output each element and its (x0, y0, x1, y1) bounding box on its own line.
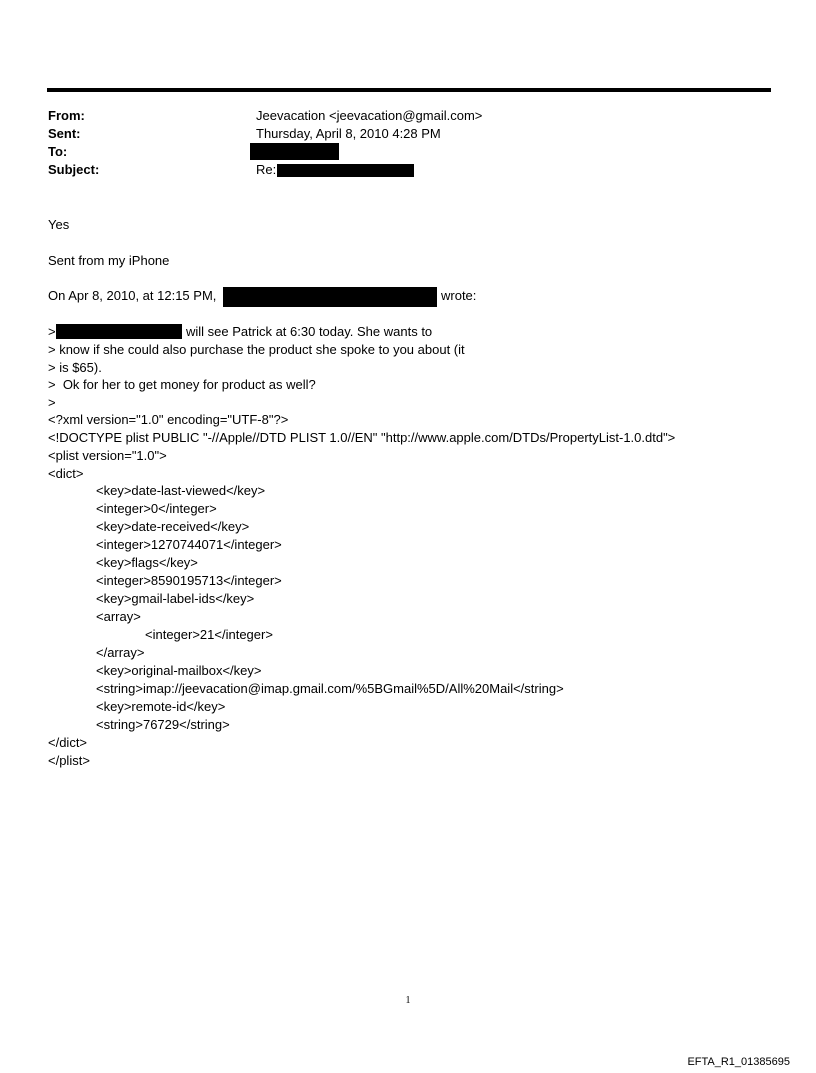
reply-text: Yes (48, 217, 70, 232)
quoted-line-2: > know if she could also purchase the product she spoke to you about (it (48, 342, 465, 357)
plist-line: <key>date-last-viewed</key> (96, 483, 266, 498)
to-redaction (250, 143, 339, 160)
plist-line: </dict> (48, 735, 88, 750)
to-label: To: (48, 144, 68, 159)
subject-label: Subject: (48, 162, 100, 177)
plist-line: <array> (96, 609, 141, 624)
sent-label: Sent: (48, 126, 81, 141)
from-label: From: (48, 108, 85, 123)
plist-line: <plist version="1.0"> (48, 448, 167, 463)
plist-line: <integer>1270744071</integer> (96, 537, 282, 552)
plist-line: <key>remote-id</key> (96, 699, 226, 714)
from-value: Jeevacation <jeevacation@gmail.com> (256, 108, 483, 123)
name-redaction (56, 324, 182, 339)
plist-line: </plist> (48, 753, 90, 768)
plist-line: <key>date-received</key> (96, 519, 250, 534)
plist-line: <key>gmail-label-ids</key> (96, 591, 255, 606)
plist-line: </array> (96, 645, 145, 660)
quoted-line-1: will see Patrick at 6:30 today. She wants to (186, 324, 433, 339)
quoted-line-1-prefix: > (48, 324, 56, 339)
signature-text: Sent from my iPhone (48, 253, 170, 268)
quoted-line-3: > is $65). (48, 360, 102, 375)
quote-intro-end: wrote: (441, 288, 477, 303)
plist-line: <key>original-mailbox</key> (96, 663, 262, 678)
sender-redaction (223, 287, 437, 307)
plist-line: <integer>21</integer> (145, 627, 273, 642)
subject-prefix: Re: (256, 162, 277, 177)
plist-line: <string>imap://jeevacation@imap.gmail.com/%5BGmail%5D/All%20Mail</string> (96, 681, 564, 696)
subject-redaction (277, 164, 414, 177)
document-id: EFTA_R1_01385695 (687, 1056, 790, 1068)
plist-line: <integer>8590195713</integer> (96, 573, 282, 588)
plist-line: <!DOCTYPE plist PUBLIC "-//Apple//DTD PLIST 1.0//EN" "http://www.apple.com/DTDs/PropertyList-1.0.dtd"> (48, 430, 676, 445)
sent-value: Thursday, April 8, 2010 4:28 PM (256, 126, 441, 141)
plist-line: <dict> (48, 466, 84, 481)
plist-line: <integer>0</integer> (96, 501, 217, 516)
quoted-line-5: > (48, 395, 56, 410)
quote-intro-start: On Apr 8, 2010, at 12:15 PM, (48, 288, 217, 303)
plist-line: <key>flags</key> (96, 555, 198, 570)
quoted-line-4: > Ok for her to get money for product as well? (48, 377, 316, 392)
plist-line: <?xml version="1.0" encoding="UTF-8"?> (48, 412, 289, 427)
header-rule (47, 88, 771, 92)
plist-line: <string>76729</string> (96, 717, 230, 732)
page-number: 1 (405, 995, 411, 1006)
